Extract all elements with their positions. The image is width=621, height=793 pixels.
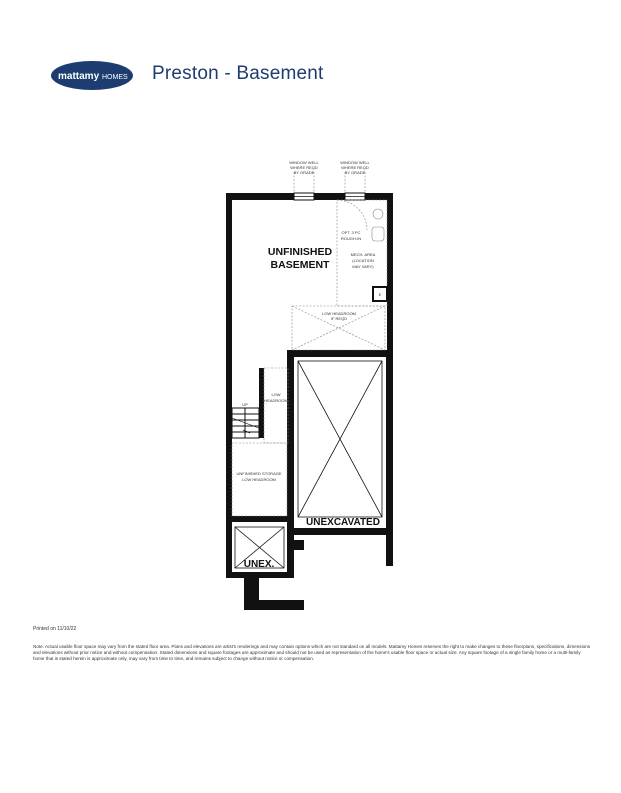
unex-label: UNEX. <box>243 559 275 570</box>
rough-in-label-1: OPT. 3 PC <box>341 230 361 235</box>
disclaimer-note: Note: Actual usable floor space may vary from the stated floor area. Plans and elevations are artist's renderings and may contain options which are not standard on all models. Mattamy Homes reserves the right to make changes to these floorplans, specifications, dimensions and elevations without prior notice and without compensation. Stated dimensions and square footages are approximate and should not be used as representation of the home's usable floor space or actual size. Any square footage of a single family home or a multi-family home that is stated herein is approximate only, may vary from time to time, and remains subject to change without notice or compensation. <box>33 644 591 661</box>
low-headroom-stair-1: LOW <box>271 392 281 397</box>
rough-in-label-2: ROUGH-IN <box>340 236 362 241</box>
unexcavated-label: UNEXCAVATED <box>306 517 380 528</box>
low-headroom-stair-2: HEADROOM <box>264 398 288 403</box>
svg-text:E: E <box>378 292 382 297</box>
unexcavated-area <box>298 361 382 517</box>
page-title: Preston - Basement <box>152 63 324 84</box>
storage-label-1: UNFINISHED STORAGE <box>236 471 282 476</box>
unfinished-basement-label-1: UNFINISHED <box>267 246 333 258</box>
window-well-left-3: BY GRADE <box>293 170 315 175</box>
printed-date: Printed on 11/10/22 <box>33 626 77 632</box>
unfinished-basement-label-2: BASEMENT <box>270 259 330 271</box>
window-well-right-2: WHERE REQD <box>341 165 369 170</box>
window-well-left-1: WINDOW WELL <box>289 160 319 165</box>
window-well-left-2: WHERE REQD <box>290 165 318 170</box>
mech-area-label-2: (LOCATION <box>352 258 374 263</box>
window-well-right-1: WINDOW WELL <box>340 160 370 165</box>
stair-up-label: UP <box>242 402 248 407</box>
mech-area-label-3: MAY VARY) <box>352 264 374 269</box>
logo-text-sub: HOMES <box>102 74 128 81</box>
storage-label-2: LOW HEADROOM <box>242 477 276 482</box>
low-headroom-top-1: LOW HEADROOM <box>322 311 356 316</box>
stairs <box>232 408 259 438</box>
mech-area-label-1: MECH. AREA <box>350 252 376 257</box>
low-headroom-top-2: IF REQD <box>330 316 348 321</box>
window-well-right-3: BY GRADE <box>344 170 366 175</box>
logo-text-main: mattamy <box>58 71 100 82</box>
